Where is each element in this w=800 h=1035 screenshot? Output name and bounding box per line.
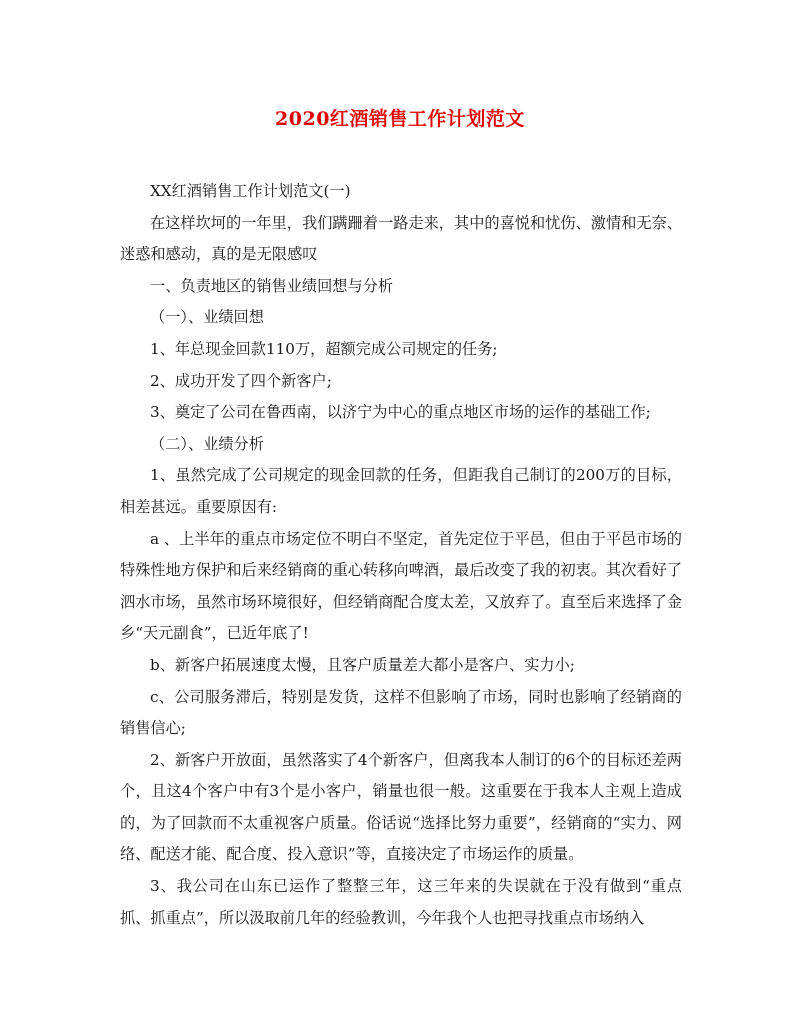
paragraph-section-1: 一、负责地区的销售业绩回想与分析	[150, 276, 393, 295]
paragraph-subsection-review: （一）、业绩回想	[150, 308, 264, 327]
paragraph-analysis-a: a 、上半年的重点市场定位不明白不坚定，首先定位于平邑，但由于平邑市场的特殊性地方保护和后来经销商的重心转移向啤酒，最后改变了我的初衷。其次看好了泗水市场，虽然市场环境很好，但经销商配合度太差，又放弃了。直至后来选择了金乡“天元副食”，已近年底了!	[120, 529, 682, 643]
document-body	[120, 176, 682, 934]
paragraph-heading-plan-1: XX红酒销售工作计划范文(一)	[150, 182, 351, 200]
paragraph-analysis-item-3: 3、我公司在山东已运作了整整三年，这三年来的失误就在于没有做到“重点抓、抓重点”，所以汲取前几年的经验教训，今年我个人也把寻找重点市场纳入	[120, 877, 682, 927]
paragraph-analysis-item-1: 1、虽然完成了公司规定的现金回款的任务，但距我自己制订的200万的目标，相差甚远。重要原因有:	[120, 466, 682, 516]
paragraph-analysis-item-2: 2、新客户开放面，虽然落实了4个新客户，但离我本人制订的6个的目标还差两个，且这4个客户中有3个是小客户，销量也很一般。这重要在于我本人主观上造成的，为了回款而不太重视客户质量。俗话说“选择比努力重要”，经销商的“实力、网络、配送才能、配合度、投入意识”等，直接决定了市场运作的质量。	[120, 750, 682, 864]
paragraph-intro: 在这样坎坷的一年里，我们蹒跚着一路走来，其中的喜悦和忧伤、激情和无奈、迷惑和感动，真的是无限感叹	[120, 213, 682, 264]
paragraph-analysis-b: b、新客户拓展速度太慢，且客户质量差大都小是客户、实力小;	[150, 655, 575, 674]
paragraph-subsection-analysis: （二）、业绩分析	[150, 434, 264, 453]
paragraph-review-item-2: 2、成功开发了四个新客户;	[150, 371, 332, 390]
document-title: 2020红酒销售工作计划范文	[275, 108, 525, 130]
paragraph-analysis-c: c、公司服务滞后，特别是发货，这样不但影响了市场，同时也影响了经销商的销售信心;	[120, 687, 682, 738]
paragraph-review-item-3: 3、奠定了公司在鲁西南，以济宁为中心的重点地区市场的运作的基础工作;	[150, 403, 651, 422]
paragraph-review-item-1: 1、年总现金回款110万，超额完成公司规定的任务;	[150, 339, 498, 358]
